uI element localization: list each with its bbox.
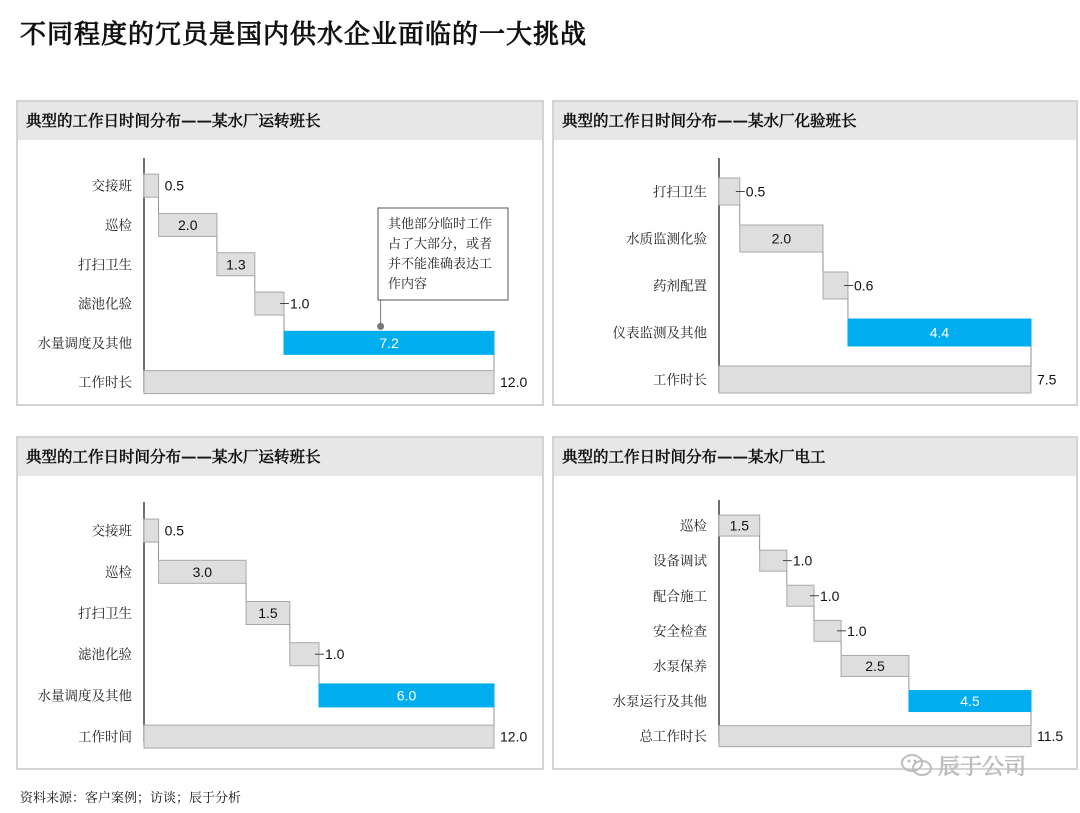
category-label: 巡检 — [680, 518, 707, 535]
waterfall-chart-electrician — [554, 438, 1076, 768]
bar — [787, 585, 814, 606]
value-label: 2.0 — [771, 230, 792, 247]
chart-panel-electrician — [552, 436, 1078, 770]
category-label: 水量调度及其他 — [37, 688, 132, 705]
annotation-text: 并不能准确表达工 — [388, 257, 493, 272]
value-label: 2.5 — [865, 657, 885, 674]
chart-title: 典型的工作日时间分布——某水厂电工 — [554, 438, 1076, 476]
category-label: 水量调度及其他 — [37, 335, 132, 352]
annotation-text: 占了大部分，或者 — [388, 237, 493, 252]
category-label: 配合施工 — [653, 588, 707, 605]
value-label: 0.5 — [164, 522, 185, 539]
chart-panel-lab — [552, 100, 1078, 406]
total-bar — [144, 371, 494, 394]
value-label: 1.3 — [226, 256, 246, 273]
bar — [290, 643, 319, 666]
value-label: 1.0 — [792, 552, 813, 569]
waterfall-chart-operator-1 — [18, 102, 542, 404]
waterfall-chart-lab — [554, 102, 1076, 404]
category-label: 交接班 — [91, 523, 132, 540]
value-label: 1.5 — [729, 517, 750, 534]
value-label: 1.5 — [258, 605, 278, 621]
bar — [144, 174, 159, 197]
category-label: 工作时长 — [653, 372, 707, 389]
category-label: 巡检 — [105, 564, 132, 581]
annotation-text: 其他部分临时工作 — [388, 217, 493, 232]
category-label: 巡检 — [105, 217, 132, 234]
chart-panel-operator-1 — [16, 100, 544, 406]
page-title: 不同程度的冗员是国内供水企业面临的一大挑战 — [20, 20, 588, 50]
bar — [144, 519, 159, 542]
value-label: 3.0 — [192, 563, 213, 580]
chart-title: 典型的工作日时间分布——某水厂运转班长 — [18, 102, 542, 140]
total-bar — [719, 726, 1031, 747]
value-label: 4.4 — [929, 324, 950, 341]
chart-title: 典型的工作日时间分布——某水厂化验班长 — [554, 102, 1076, 140]
total-bar — [719, 366, 1031, 393]
category-label: 打扫卫生 — [78, 257, 132, 274]
category-label: 水泵保养 — [653, 658, 707, 675]
category-label: 交接班 — [91, 178, 132, 195]
category-label: 打扫卫生 — [78, 606, 132, 622]
chart-panel-operator-2 — [16, 436, 544, 770]
category-label: 总工作时长 — [639, 729, 707, 746]
source-note: 资料来源：客户案例；访谈；辰于分析 — [20, 791, 242, 806]
bar — [255, 292, 284, 315]
category-label: 设备调试 — [653, 553, 707, 570]
value-label: 0.5 — [745, 183, 766, 200]
value-label: 2.0 — [178, 216, 198, 233]
annotation-text: 作内容 — [388, 277, 428, 292]
bar — [760, 550, 787, 571]
category-label: 安全检查 — [653, 623, 707, 640]
value-label: 4.5 — [960, 693, 980, 710]
value-label: 0.6 — [853, 277, 874, 294]
bar — [814, 620, 841, 641]
value-label: 6.0 — [396, 687, 417, 704]
value-label: 1.0 — [290, 295, 310, 312]
category-label: 打扫卫生 — [653, 184, 707, 201]
value-label: 1.0 — [325, 646, 345, 663]
category-label: 滤池化验 — [78, 647, 132, 664]
watermark — [900, 752, 1026, 778]
category-label: 水泵运行及其他 — [612, 694, 707, 711]
value-label: 1.0 — [819, 587, 840, 604]
value-label: 1.0 — [847, 622, 867, 639]
value-label: 0.5 — [164, 177, 185, 194]
category-label: 水质监测化验 — [626, 231, 707, 248]
category-label: 工作时长 — [78, 375, 132, 392]
chart-title: 典型的工作日时间分布——某水厂运转班长 — [18, 438, 542, 476]
value-label: 7.2 — [379, 334, 399, 351]
value-label: 11.5 — [1037, 728, 1064, 745]
annotation-dot — [377, 323, 384, 330]
value-label: 12.0 — [500, 728, 528, 745]
category-label: 药剂配置 — [653, 278, 707, 295]
value-label: 12.0 — [500, 374, 528, 391]
total-bar — [144, 725, 494, 748]
wechat-icon — [900, 753, 934, 777]
category-label: 工作时间 — [78, 729, 132, 746]
category-label: 滤池化验 — [78, 296, 132, 313]
value-label: 7.5 — [1037, 371, 1057, 388]
watermark-text: 辰于公司 — [938, 754, 1027, 780]
category-label: 仪表监测及其他 — [612, 325, 707, 342]
waterfall-chart-operator-2 — [18, 438, 542, 768]
